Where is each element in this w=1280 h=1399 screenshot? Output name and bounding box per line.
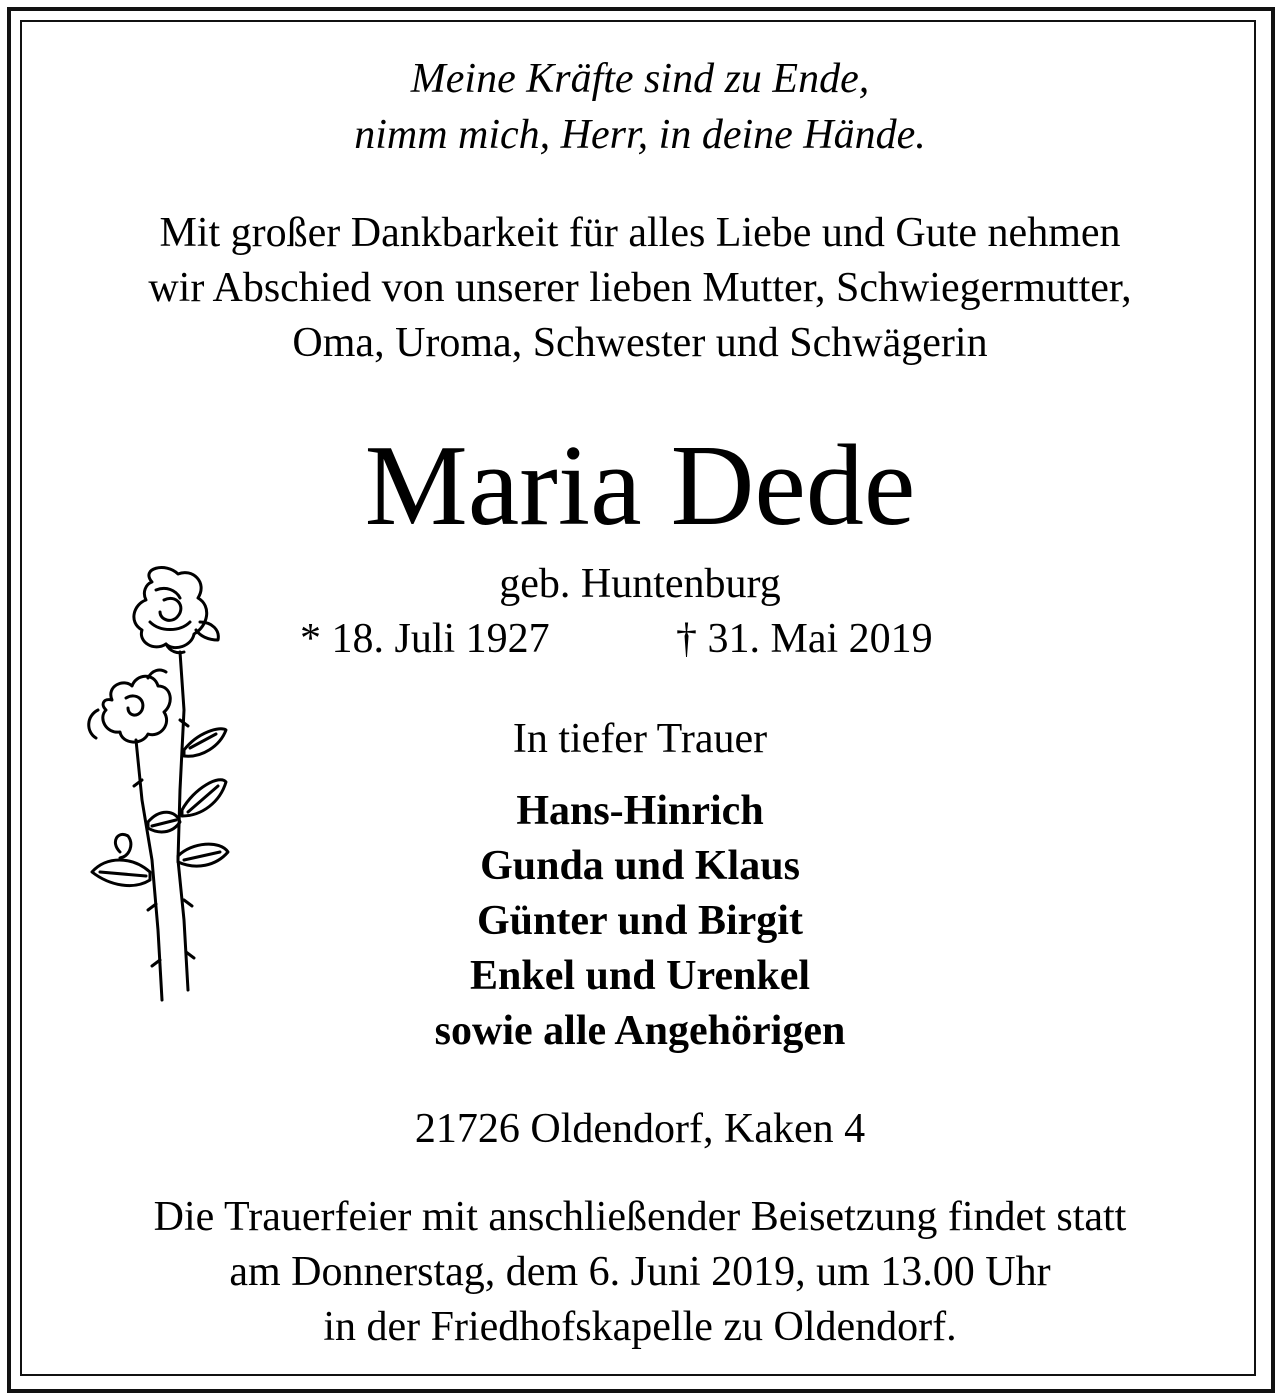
rose-illustration-icon (80, 560, 240, 1020)
mourner-3: Günter und Birgit (477, 898, 803, 944)
address: 21726 Oldendorf, Kaken 4 (414, 1106, 866, 1152)
maiden-name: geb. Huntenburg (499, 561, 781, 607)
birth-date: * 18. Juli 1927 (300, 616, 550, 662)
intro-line-2: wir Abschied von unserer lieben Mutter, Schwiegermutter, (148, 265, 1132, 311)
motto-line-1: Meine Kräfte sind zu Ende, (410, 56, 870, 102)
mourner-4: Enkel und Urenkel (470, 953, 810, 999)
intro-line-1: Mit großer Dankbarkeit für alles Liebe und Gute nehmen (159, 210, 1121, 256)
intro-line-3: Oma, Uroma, Schwester und Schwägerin (292, 320, 988, 366)
funeral-line-1: Die Trauerfeier mit anschließender Beisetzung findet statt (153, 1194, 1127, 1240)
funeral-line-3: in der Friedhofskapelle zu Oldendorf. (323, 1304, 957, 1350)
mourner-2: Gunda und Klaus (480, 843, 800, 889)
deceased-name: Maria Dede (364, 422, 916, 550)
motto-line-2: nimm mich, Herr, in deine Hände. (354, 112, 926, 158)
mourner-1: Hans-Hinrich (516, 788, 764, 834)
mourning-phrase: In tiefer Trauer (512, 716, 768, 762)
death-date: † 31. Mai 2019 (676, 616, 933, 662)
funeral-line-2: am Donnerstag, dem 6. Juni 2019, um 13.00 Uhr (229, 1249, 1051, 1295)
mourner-5: sowie alle Angehörigen (434, 1008, 846, 1054)
